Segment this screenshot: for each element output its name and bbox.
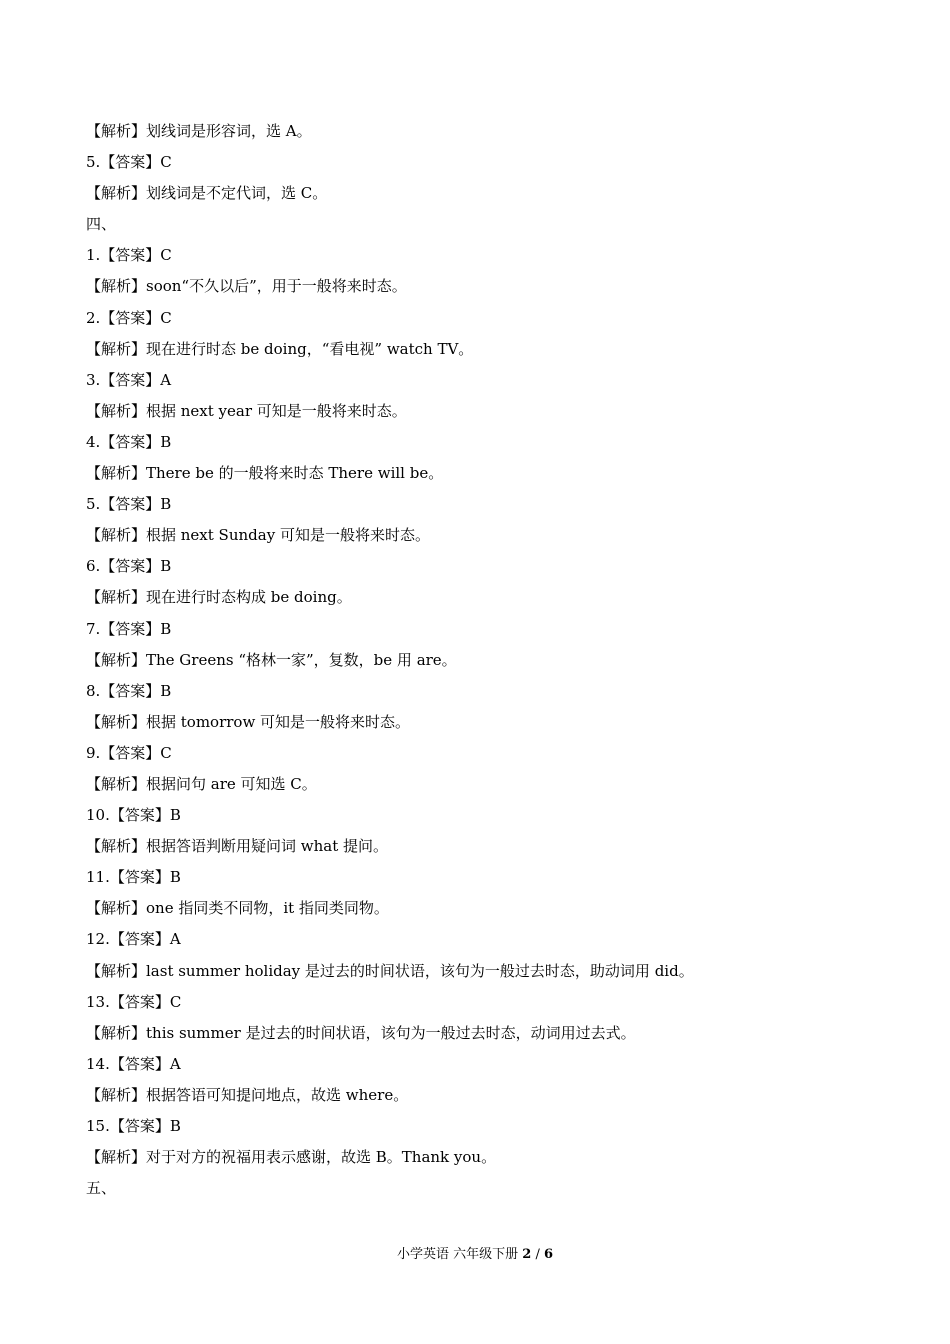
- section-heading: 四、: [86, 215, 117, 234]
- answer-line: 5.【答案】B: [86, 495, 172, 514]
- analysis-line: 【解析】对于对方的祝福用表示感谢，故选 B。Thank you。: [86, 1148, 497, 1167]
- answer-line: 8.【答案】B: [86, 681, 172, 700]
- analysis-line: 【解析】现在进行时态构成 be doing。: [86, 588, 352, 607]
- page-total: 6: [543, 1247, 554, 1262]
- analysis-line: 【解析】根据 tomorrow 可知是一般将来时态。: [86, 712, 411, 731]
- answer-line: 2.【答案】C: [86, 308, 172, 327]
- answer-line: 12.【答案】A: [86, 930, 181, 949]
- analysis-line: 【解析】last summer holiday 是过去的时间状语，该句为一般过去时态，助动词用 did。: [86, 961, 694, 980]
- analysis-line: 【解析】划线词是形容词，选 A。: [86, 122, 312, 140]
- answer-line: 4.【答案】B: [86, 432, 172, 451]
- answer-line: 10.【答案】B: [86, 806, 181, 825]
- footer-title: 小学英语 六年级下册: [396, 1247, 519, 1262]
- answer-line: 14.【答案】A: [86, 1054, 181, 1073]
- analysis-line: 【解析】The Greens “格林一家”，复数，be 用 are。: [86, 650, 457, 669]
- analysis-line: 【解析】根据答语可知提问地点，故选 where。: [86, 1085, 409, 1104]
- page-separator: /: [535, 1247, 540, 1262]
- analysis-line: 【解析】根据问句 are 可知选 C。: [86, 774, 317, 793]
- analysis-line: 【解析】this summer 是过去的时间状语，该句为一般过去时态，动词用过去式。: [86, 1023, 636, 1042]
- answer-key-body: [86, 116, 886, 1204]
- answer-line: 11.【答案】B: [86, 868, 181, 887]
- analysis-line: 【解析】根据答语判断用疑问词 what 提问。: [86, 837, 389, 856]
- analysis-line: 【解析】There be 的一般将来时态 There will be。: [86, 464, 444, 483]
- answer-line: 6.【答案】B: [86, 557, 172, 576]
- answer-line: 7.【答案】B: [86, 619, 172, 638]
- analysis-line: 【解析】one 指同类不同物，it 指同类同物。: [86, 899, 389, 918]
- analysis-line: 【解析】现在进行时态 be doing，“看电视” watch TV。: [86, 339, 474, 358]
- answer-line: 13.【答案】C: [86, 992, 182, 1011]
- section-heading: 五、: [86, 1179, 117, 1198]
- answer-line: 5.【答案】C: [86, 153, 172, 172]
- analysis-line: 【解析】划线词是不定代词，选 C。: [86, 184, 328, 203]
- analysis-line: 【解析】根据 next year 可知是一般将来时态。: [86, 401, 407, 420]
- answer-line: 1.【答案】C: [86, 246, 172, 265]
- page-footer: [0, 1245, 950, 1265]
- answer-line: 9.【答案】C: [86, 743, 172, 762]
- answer-line: 15.【答案】B: [86, 1117, 181, 1135]
- analysis-line: 【解析】根据 next Sunday 可知是一般将来时态。: [86, 526, 430, 545]
- answer-line: 3.【答案】A: [86, 370, 172, 389]
- analysis-line: 【解析】soon“不久以后”，用于一般将来时态。: [86, 277, 407, 296]
- page-number: 2: [522, 1247, 532, 1262]
